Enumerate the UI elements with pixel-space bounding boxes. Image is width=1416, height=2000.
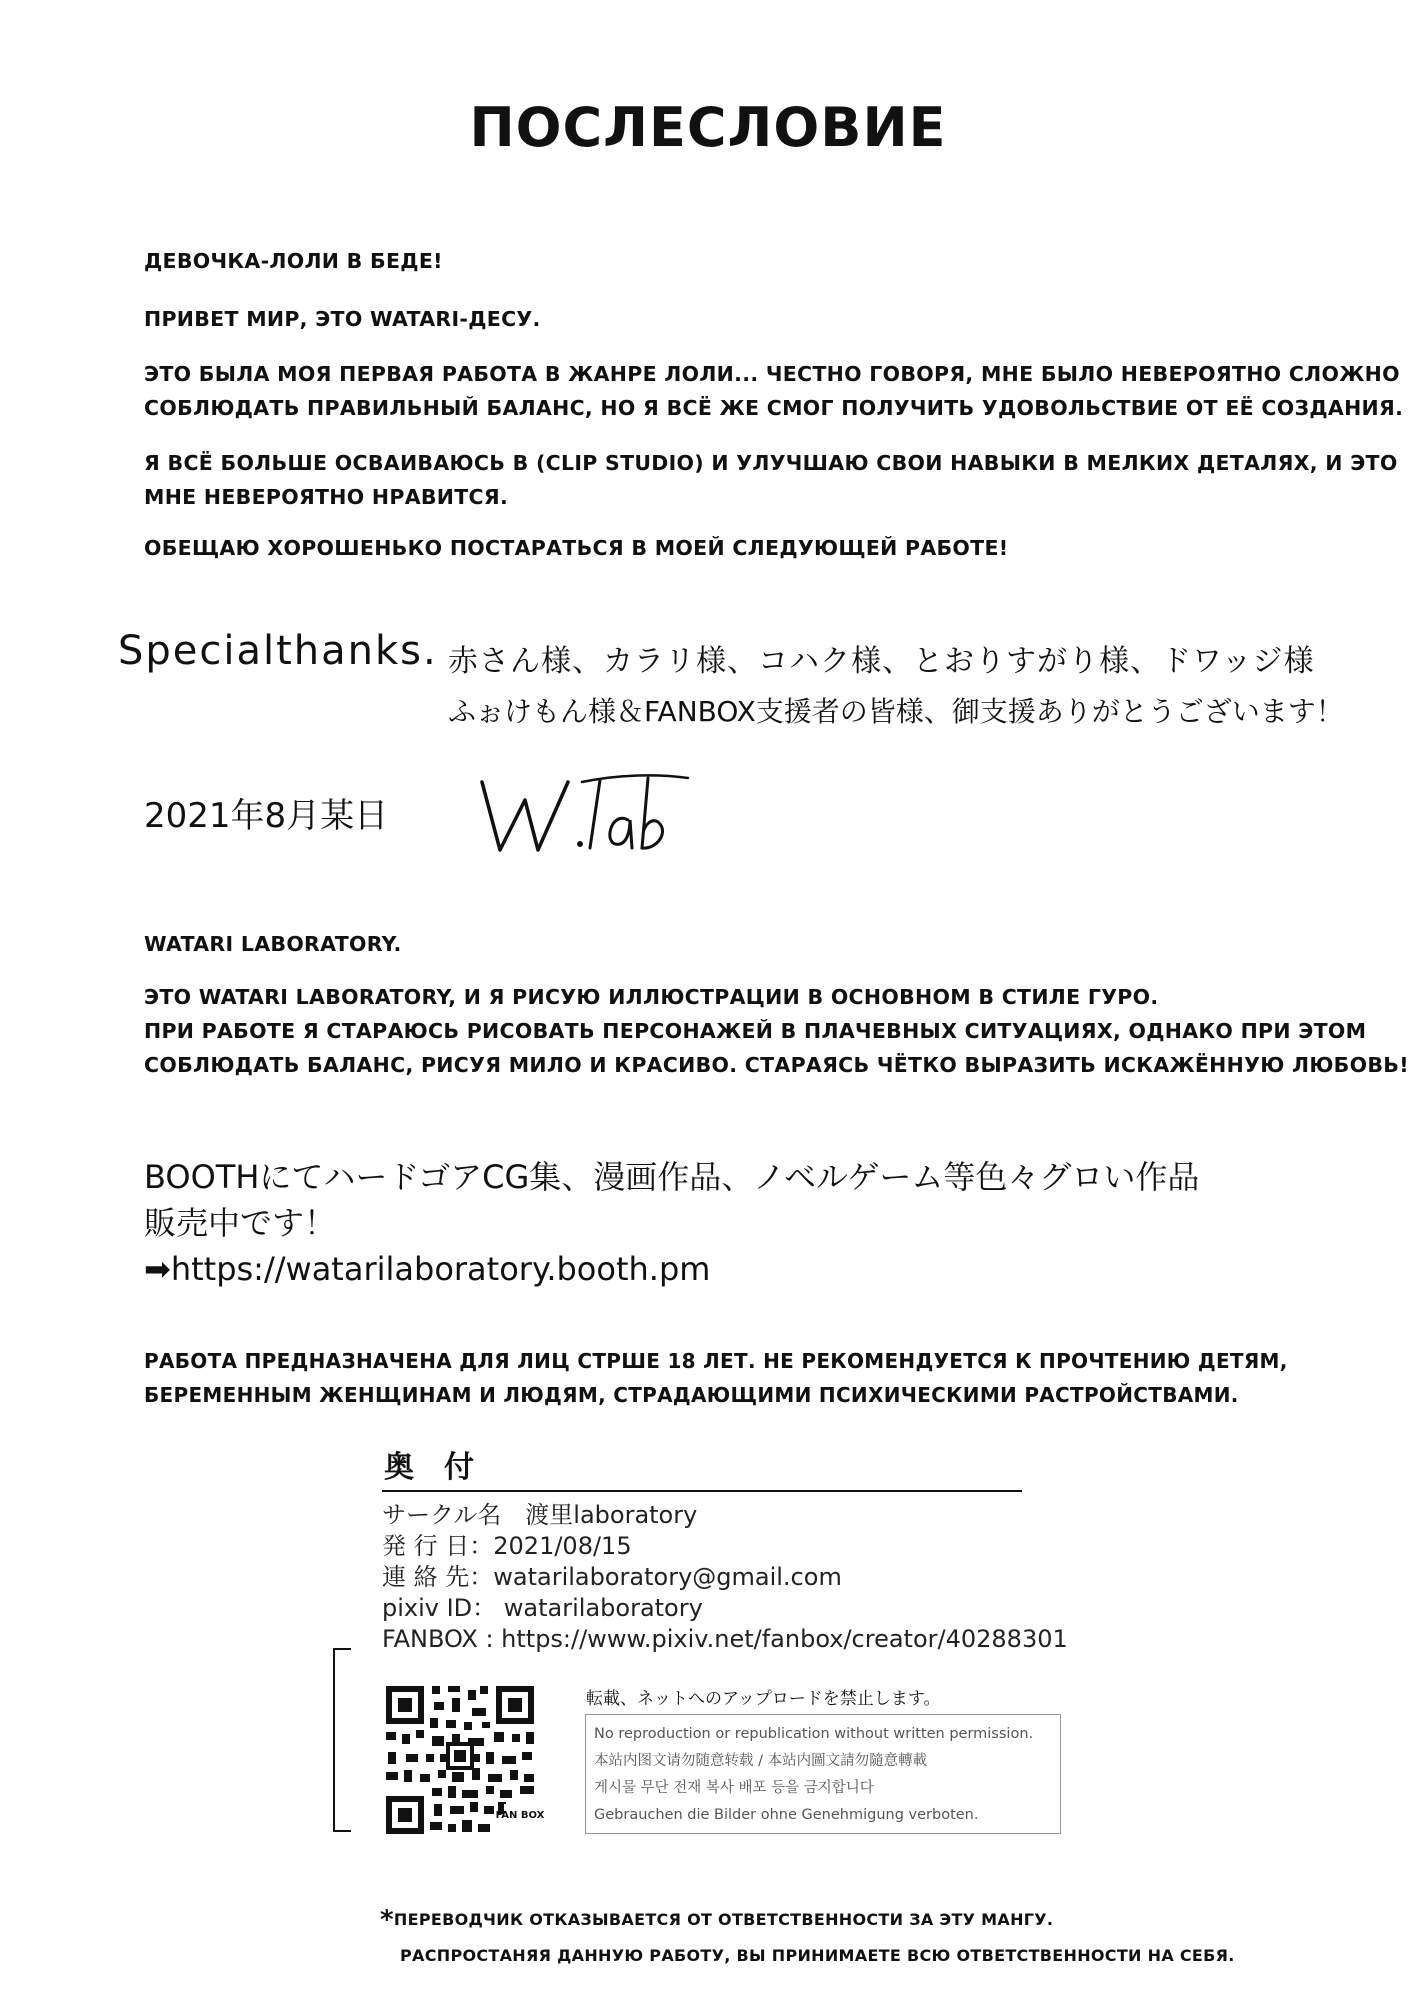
special-thanks-line: ふぉけもん様＆FANBOX支援者の皆様、御支援ありがとうございます！: [448, 695, 1344, 728]
lab-line: ЭТО WATARI LABORATORY, И Я РИСУЮ ИЛЛЮСТРАЦИИ В ОСНОВНОМ В СТИЛЕ ГУРО.: [144, 985, 1159, 1009]
afterword-line: ПРИВЕТ МИР, ЭТО WATARI-ДЕСУ.: [144, 307, 541, 331]
notice-english: No reproduction or republication without written permission.: [594, 1726, 1034, 1742]
notice-chinese: 本站内图文请勿随意转载 / 本站内圖文請勿隨意轉載: [594, 1753, 928, 1769]
translator-line-text: ПЕРЕВОДЧИК ОТКАЗЫВАЕТСЯ ОТ ОТВЕТСТВЕННОСТИ ЗА ЭТУ МАНГУ.: [393, 1910, 1054, 1929]
contact-email: 連 絡 先：watarilaboratory@gmail.com: [382, 1563, 842, 1591]
bracket-decoration: [333, 1648, 355, 1832]
notice-heading: 転載、ネットへのアップロードを禁止します。: [586, 1689, 941, 1709]
lab-line: СОБЛЮДАТЬ БАЛАНС, РИСУЯ МИЛО И КРАСИВО. СТАРАЯСЬ ЧЁТКО ВЫРАЗИТЬ ИСКАЖЁННУЮ ЛЮБОВЬ!: [144, 1053, 1409, 1077]
booth-line: 販売中です！: [144, 1204, 337, 1242]
booth-url-line: [144, 1246, 710, 1292]
age-warning-line: РАБОТА ПРЕДНАЗНАЧЕНА ДЛЯ ЛИЦ СТРШЕ 18 ЛЕТ. НЕ РЕКОМЕНДУЕТСЯ К ПРОЧТЕНИЮ ДЕТЯМ,: [144, 1349, 1288, 1373]
asterisk: *: [380, 1905, 394, 1935]
afterword-line: СОБЛЮДАТЬ ПРАВИЛЬНЫЙ БАЛАНС, НО Я ВСЁ ЖЕ СМОГ ПОЛУЧИТЬ УДОВОЛЬСТВИЕ ОТ ЕЁ СОЗДАНИЯ.: [144, 396, 1404, 420]
afterword-line: Я ВСЁ БОЛЬШЕ ОСВАИВАЮСЬ В (CLIP STUDIO) И УЛУЧШАЮ СВОИ НАВЫКИ В МЕЛКИХ ДЕТАЛЯХ, И ЭТО: [144, 451, 1398, 475]
afterword-line: ЭТО БЫЛА МОЯ ПЕРВАЯ РАБОТА В ЖАНРЕ ЛОЛИ... ЧЕСТНО ГОВОРЯ, МНЕ БЫЛО НЕВЕРОЯТНО СЛОЖНО: [144, 362, 1400, 386]
circle-name: サークル名 渡里laboratory: [382, 1501, 698, 1529]
colophon-divider: [382, 1490, 1022, 1492]
afterword-line: МНЕ НЕВЕРОЯТНО НРАВИТСЯ.: [144, 485, 509, 509]
notice-box: [585, 1714, 1061, 1834]
colophon-title: 奥付: [384, 1450, 504, 1485]
arrow-right-icon: ➡: [144, 1250, 171, 1288]
notice-korean: 게시물 무단 전재 복사 배포 등을 금지합니다: [594, 1780, 874, 1796]
special-thanks-label: Specialthanks.: [118, 628, 438, 674]
translator-disclaimer-line: РАСПРОСТАНЯЯ ДАННУЮ РАБОТУ, ВЫ ПРИНИМАЕТЕ ВСЮ ОТВЕТСТВЕННОСТИ НА СЕБЯ.: [400, 1946, 1235, 1965]
special-thanks-line: 赤さん様、カラリ様、コハク様、とおりすがり様、ドワッジ様: [448, 644, 1315, 679]
notice-german: Gebrauchen die Bilder ohne Genehmigung verboten.: [594, 1807, 979, 1823]
booth-url: https://watarilaboratory.booth.pm: [170, 1250, 711, 1288]
qr-code: [382, 1682, 545, 1838]
lab-heading: WATARI LABORATORY.: [144, 932, 402, 956]
booth-line: BOOTHにてハードゴアCG集、漫画作品、ノベルゲーム等色々グロい作品: [144, 1158, 1200, 1196]
pixiv-id: pixiv ID： watarilaboratory: [382, 1594, 703, 1622]
lab-line: ПРИ РАБОТЕ Я СТАРАЮСЬ РИСОВАТЬ ПЕРСОНАЖЕЙ В ПЛАЧЕВНЫХ СИТУАЦИЯХ, ОДНАКО ПРИ ЭТОМ: [144, 1019, 1367, 1043]
qr-label: FAN BOX: [495, 1810, 545, 1821]
age-warning-line: БЕРЕМЕННЫМ ЖЕНЩИНАМ И ЛЮДЯМ, СТРАДАЮЩИМИ ПСИХИЧЕСКИМИ РАСТРОЙСТВАМИ.: [144, 1383, 1239, 1407]
translator-disclaimer-line: [380, 1905, 1053, 1935]
signature: [470, 770, 690, 860]
fanbox-url: FANBOX : https://www.pixiv.net/fanbox/creator/40288301: [382, 1625, 1068, 1653]
issue-date: 発 行 日：2021/08/15: [382, 1532, 632, 1560]
colophon: [382, 1442, 1082, 1655]
date: 2021年8月某日: [144, 796, 389, 836]
afterword-line: ОБЕЩАЮ ХОРОШЕНЬКО ПОСТАРАТЬСЯ В МОЕЙ СЛЕДУЮЩЕЙ РАБОТЕ!: [144, 536, 1009, 560]
afterword-line: ДЕВОЧКА-ЛОЛИ В БЕДЕ!: [144, 249, 443, 273]
page-title: ПОСЛЕСЛОВИЕ: [469, 96, 947, 159]
